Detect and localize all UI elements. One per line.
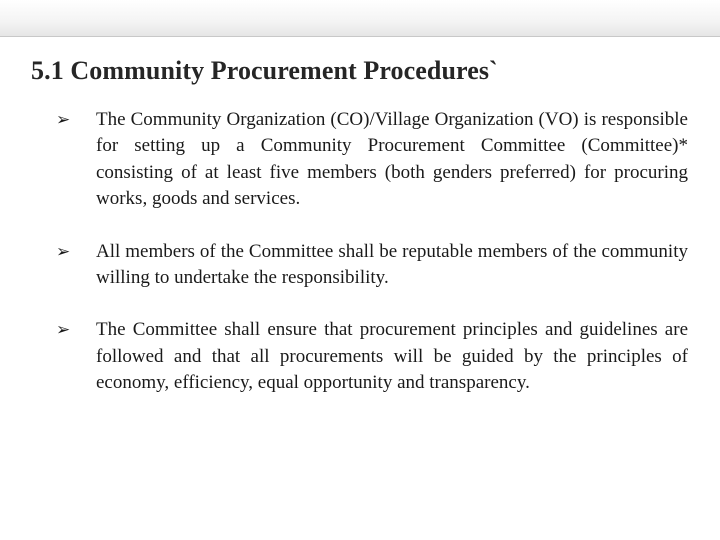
arrow-bullet-icon: ➢ xyxy=(56,241,71,262)
header-band xyxy=(0,0,720,37)
arrow-bullet-icon: ➢ xyxy=(56,320,71,341)
bullet-list xyxy=(56,107,688,423)
bullet-item xyxy=(56,107,688,213)
bullet-text: The Committee shall ensure that procurement principles and guidelines are followed and that all procurements will be guided by the principles of economy, efficiency, equal opportunity and transparency. xyxy=(96,319,688,394)
slide-title: 5.1 Community Procurement Procedures` xyxy=(31,56,498,85)
bullet-text: All members of the Committee shall be reputable members of the community willing to undertake the responsibility. xyxy=(96,240,688,289)
bullet-text: The Community Organization (CO)/Village Organization (VO) is responsible for setting up a Community Procurement Committee (Committee)* consisting of at least five members (both genders preferred) for procuring works, goods and services. xyxy=(96,109,688,210)
bullet-item xyxy=(56,317,688,396)
bullet-item xyxy=(56,239,688,292)
arrow-bullet-icon: ➢ xyxy=(56,110,71,130)
